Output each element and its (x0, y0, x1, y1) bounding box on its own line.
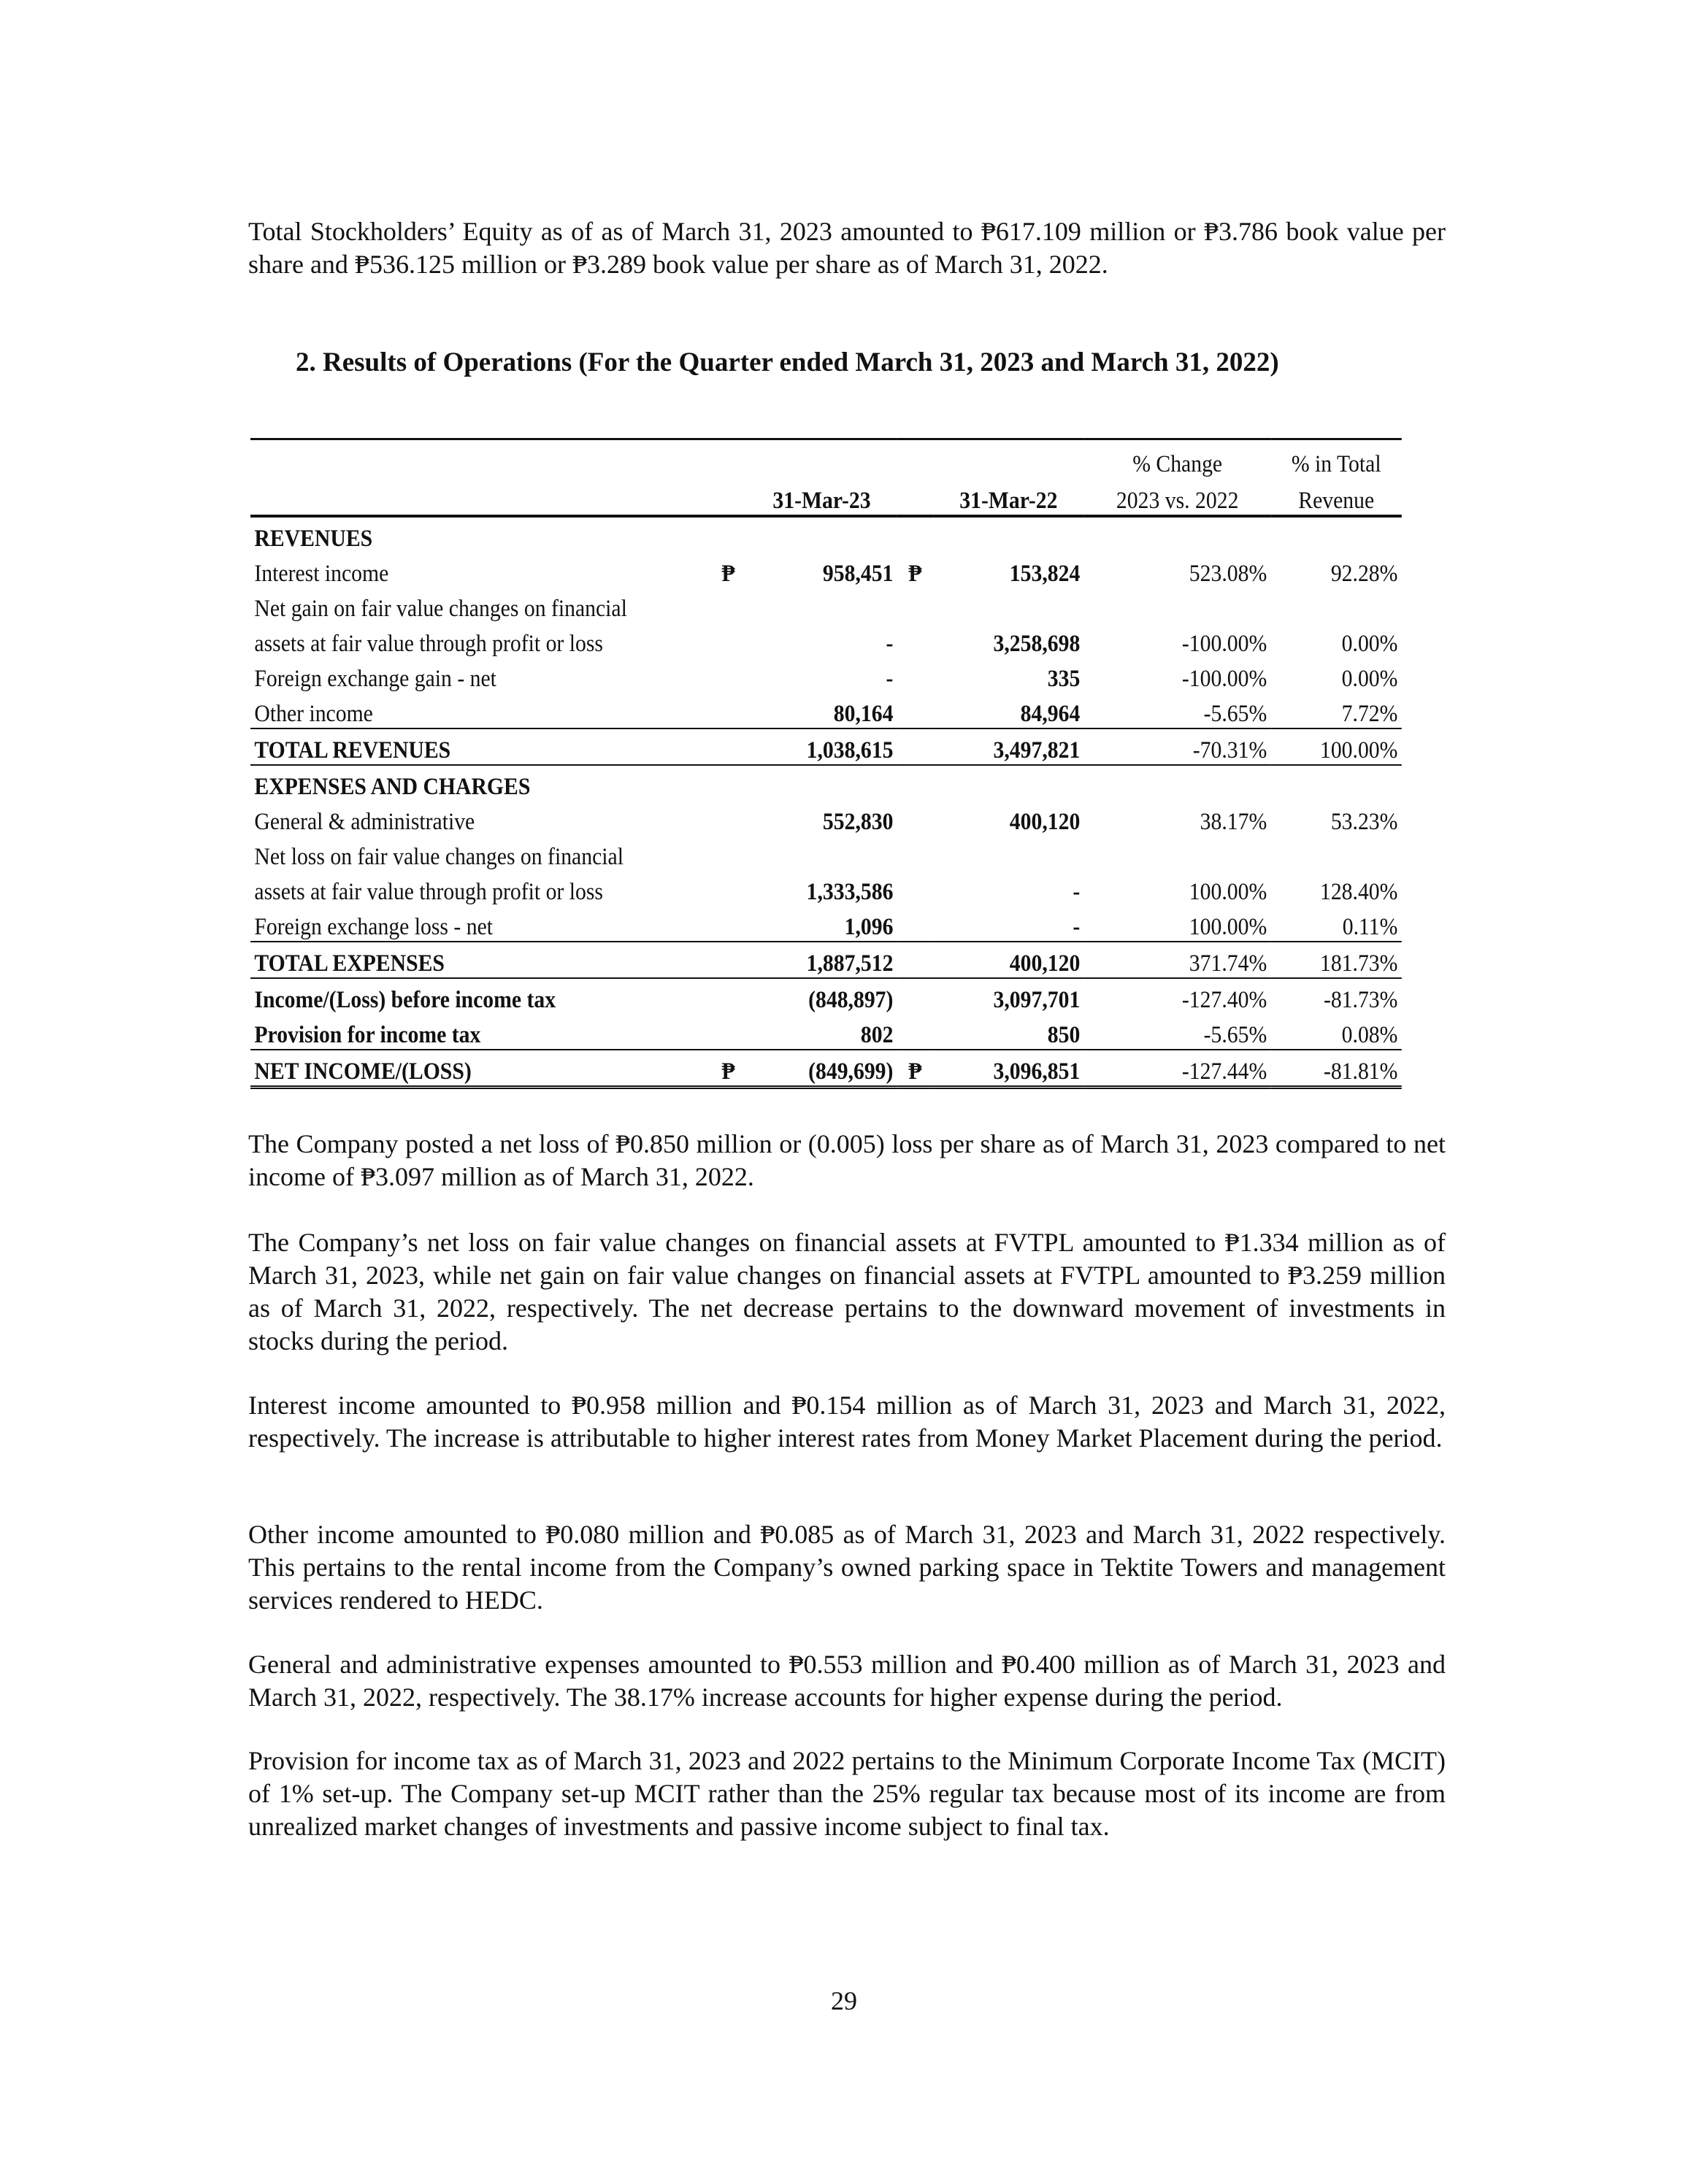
percent-change: -100.00% (1181, 631, 1267, 657)
percent-of-revenue: 128.40% (1319, 879, 1398, 905)
percent-of-revenue: 181.73% (1271, 942, 1402, 978)
table-row (250, 765, 1402, 801)
header-change-line2: 2023 vs. 2022 (1084, 478, 1271, 516)
percent-of-revenue: 7.72% (1271, 693, 1402, 728)
percent-change: -127.44% (1084, 1050, 1271, 1088)
row-label: Foreign exchange loss - net (250, 906, 710, 942)
row-label: assets at fair value through profit or loss (254, 631, 603, 657)
row-label: Provision for income tax (250, 1014, 710, 1050)
table-row (250, 942, 1402, 978)
value-2022: 3,096,851 (933, 1050, 1084, 1088)
percent-of-revenue: -81.81% (1271, 1050, 1402, 1088)
percent-change: -5.65% (1084, 693, 1271, 728)
value-2022: 3,258,698 (993, 631, 1081, 657)
row-label: Foreign exchange gain - net (254, 666, 496, 692)
header-date-2022: 31-Mar-22 (933, 478, 1084, 516)
value-2023: 802 (746, 1014, 897, 1050)
row-label: Net gain on fair value changes on financial (254, 596, 627, 622)
header-date-2023: 31-Mar-23 (746, 478, 897, 516)
percent-change: 523.08% (1189, 561, 1267, 587)
header-change-line1: % Change (1084, 439, 1271, 479)
value-2022: 850 (933, 1014, 1084, 1050)
value-2023: - (886, 666, 894, 692)
percent-change: 371.74% (1084, 942, 1271, 978)
table-row (250, 906, 1402, 942)
value-2022: 84,964 (933, 693, 1084, 728)
percent-of-revenue: 0.00% (1341, 666, 1398, 692)
row-label: assets at fair value through profit or loss (254, 879, 603, 905)
percent-change: -100.00% (1181, 666, 1267, 692)
interest-income-paragraph: Interest income amounted to ₱0.958 million and ₱0.154 million as of March 31, 2023 and March 31, 2022, respectively. The increase is attributable to higher interest rates from Money Market Placement during the period. (248, 1391, 1446, 1453)
percent-of-revenue: -81.73% (1323, 987, 1398, 1013)
equity-paragraph: Total Stockholders’ Equity as of as of March 31, 2023 amounted to ₱617.109 million or ₱3.786 book value per share and ₱536.125 million or ₱3.289 book value per share as of March 31, 2022. (248, 217, 1446, 279)
results-of-operations-table (250, 438, 1402, 1089)
value-2023: 1,333,586 (806, 879, 894, 905)
currency-symbol: ₱ (721, 561, 735, 587)
currency-symbol: ₱ (897, 1050, 933, 1088)
value-2022: 3,497,821 (933, 728, 1084, 765)
table-row (250, 1014, 1402, 1050)
currency-symbol: ₱ (710, 1050, 746, 1088)
table-row (250, 978, 1402, 1014)
page-number: 29 (831, 1986, 857, 2015)
value-2023: (849,699) (746, 1050, 897, 1088)
percent-change: 38.17% (1200, 809, 1267, 835)
percent-change: -5.65% (1084, 1014, 1271, 1050)
table-row (250, 1050, 1402, 1088)
row-label: Other income (250, 693, 710, 728)
currency-symbol: ₱ (908, 561, 922, 587)
value-2023: 958,451 (822, 561, 894, 587)
percent-change: 100.00% (1189, 879, 1267, 905)
percent-of-revenue: 92.28% (1330, 561, 1398, 587)
percent-change: -127.40% (1181, 987, 1267, 1013)
row-label: TOTAL REVENUES (250, 728, 710, 765)
value-2023: 1,096 (746, 906, 897, 942)
row-label: TOTAL EXPENSES (250, 942, 710, 978)
section-heading: 2. Results of Operations (For the Quarter ended March 31, 2023 and March 31, 2022) (296, 347, 1279, 377)
table-row (250, 801, 1402, 836)
value-2023: 1,038,615 (746, 728, 897, 765)
value-2023: - (886, 631, 894, 657)
table-row (250, 871, 1402, 906)
value-2022: - (1073, 879, 1081, 905)
value-2022: 400,120 (933, 942, 1084, 978)
value-2023: 552,830 (822, 809, 894, 835)
net-loss-paragraph: The Company posted a net loss of ₱0.850 million or (0.005) loss per share as of March 31, 2023 compared to net income of ₱3.097 million as of March 31, 2022. (248, 1129, 1446, 1191)
expenses-heading: EXPENSES AND CHARGES (254, 774, 531, 800)
header-total-line2: Revenue (1271, 478, 1402, 516)
value-2023: 1,887,512 (746, 942, 897, 978)
value-2022: 400,120 (1009, 809, 1081, 835)
table-row (250, 658, 1402, 693)
row-label: Net loss on fair value changes on financial (254, 844, 624, 870)
other-income-paragraph: Other income amounted to ₱0.080 million and ₱0.085 as of March 31, 2023 and March 31, 2022 respectively. This pertains to the rental income from the Company’s owned parking space in Tektite Towers and management services rendered to HEDC. (248, 1520, 1446, 1615)
general-admin-paragraph: General and administrative expenses amounted to ₱0.553 million and ₱0.400 million as of March 31, 2023 and March 31, 2022, respectively. The 38.17% increase accounts for higher expense during the period. (248, 1650, 1446, 1712)
table-row (250, 728, 1402, 765)
percent-of-revenue: 0.08% (1271, 1014, 1402, 1050)
percent-of-revenue: 0.00% (1341, 631, 1398, 657)
percent-of-revenue: 53.23% (1330, 809, 1398, 835)
table-row (250, 693, 1402, 728)
percent-change: 100.00% (1084, 906, 1271, 942)
table-row (250, 623, 1402, 658)
income-tax-paragraph: Provision for income tax as of March 31, 2023 and 2022 pertains to the Minimum Corporate Income Tax (MCIT) of 1% set-up. The Company set-up MCIT rather than the 25% regular tax because most of its income are from unrealized market changes of investments and passive income subject to final tax. (248, 1746, 1446, 1841)
value-2022: 153,824 (1009, 561, 1081, 587)
revenues-heading: REVENUES (254, 526, 373, 552)
row-label: Income/(Loss) before income tax (254, 987, 556, 1013)
table-header-row (250, 439, 1402, 479)
header-total-line1: % in Total (1271, 439, 1402, 479)
table-header-row (250, 478, 1402, 516)
value-2023: (848,897) (808, 987, 894, 1013)
table-row (250, 553, 1402, 588)
table-row (250, 836, 1402, 871)
value-2022: 3,097,701 (993, 987, 1081, 1013)
percent-of-revenue: 0.11% (1271, 906, 1402, 942)
row-label: NET INCOME/(LOSS) (250, 1050, 710, 1088)
table-row (250, 516, 1402, 553)
value-2023: 80,164 (746, 693, 897, 728)
table-row (250, 588, 1402, 623)
row-label: Interest income (254, 561, 389, 587)
value-2022: - (933, 906, 1084, 942)
fvtpl-paragraph: The Company’s net loss on fair value changes on financial assets at FVTPL amounted to ₱1.334 million as of March 31, 2023, while net gain on fair value changes on financial assets at FVTPL amounted to ₱3.259 million as of March 31, 2022, respectively. The net decrease pertains to the downward movement of investments in stocks during the period. (248, 1228, 1446, 1356)
row-label: General & administrative (254, 809, 475, 835)
percent-of-revenue: 100.00% (1271, 728, 1402, 765)
percent-change: -70.31% (1084, 728, 1271, 765)
value-2022: 335 (1047, 666, 1081, 692)
